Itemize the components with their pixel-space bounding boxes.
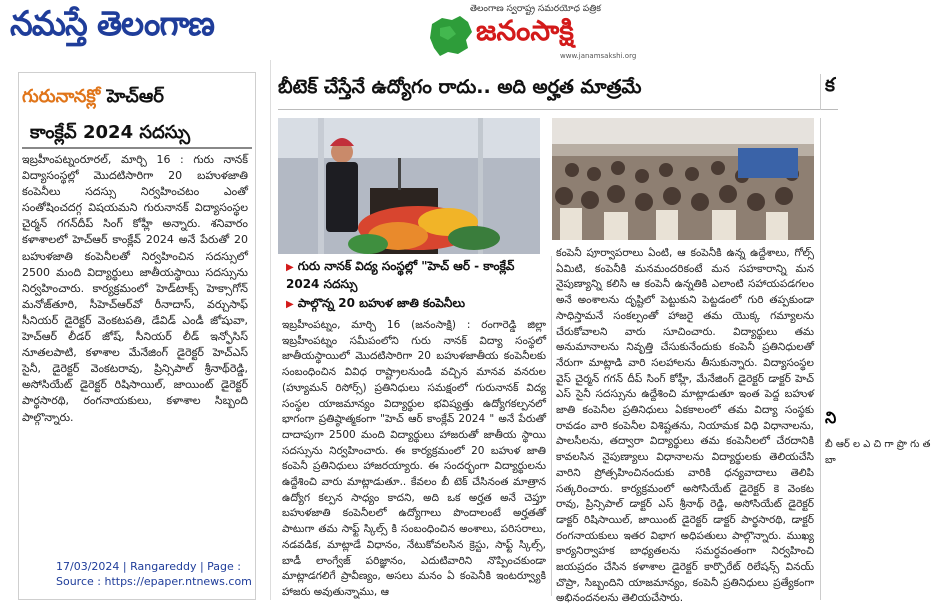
subheading-2-text: పాల్గొన్న 20 బహుళ జాతి కంపెనీలు	[297, 296, 466, 310]
bullet-arrow-icon: ▶	[286, 262, 294, 273]
janamsakshi-website: www.janamsakshi.org	[560, 52, 637, 60]
bullet-arrow-icon: ▶	[286, 299, 294, 310]
adjacent-article-text: బీ ఆర్ ల ఎ చి గా ప్రొ గు త బా	[825, 439, 931, 466]
right-headline: బీటెక్ చేస్తేనే ఉద్యోగం రాదు.. అది అర్హత మాత్రమే	[278, 70, 838, 110]
next-article-headline-fragment: క	[820, 74, 848, 110]
janamsakshi-tagline: తెలంగాణ స్వరాష్ట్ర సమరయోధ పత్రిక	[470, 4, 601, 14]
subheading-1	[286, 258, 550, 293]
photo-audience-hall	[552, 118, 814, 240]
photo-speaker-at-podium	[278, 118, 540, 254]
right-article-column-1: ఇబ్రహీంపట్నం, మార్చి 16 (జనంసాక్షి) : రంగారెడ్డి జిల్లా ఇబ్రహీంపట్నం సమీపంలోని గురు నానక్ విద్యా సంస్థలో జాతీయస్థాయిలో మొదటిసారిగా 20 బహుళజాతీయ కంపెనీలకు సంబంధించిన వివిధ రాష్ట్రాలనుండి వచ్చిన మానవ వనరుల (హ్యూమన్ రిసోర్స్) ప్రతినిధులు సమక్షంలో గురునానక్ విద్య సంస్థల యాజమాన్యం విద్యార్థుల భవిష్యత్తు ఉద్యోగకల్పనలో భాగంగా ప్రతిష్ఠాత్మకంగా "హెచ్ ఆర్ కాంక్లేవ్ 2024 " అనే పేరుతో దాదాపుగా 2500 మంది విద్యార్థులు హాజరుతో జాతీయ స్థాయి సదస్సును నిర్వహించారు. ఈ కార్యక్రమంలో 20 బహుళ జాతి కంపెనీ ప్రతినిధులు హాజరయ్యారు. ఈ సందర్భంగా విద్యార్థులను ఉద్దేశించి వారు మాట్లాడుతూ.. కేవలం బీ టెక్ చేసినంత మాత్రాన ఉద్యోగ కల్పన సాధ్యం కాదని, అది ఒక అర్హత అనే చెప్తూ బహుళజాతి కంపెనీలలో ఉద్యోగాలు పొందాలంటే అర్హతతో పాటుగా తమ సాఫ్ట్ స్కిల్స్ కి సంబంధించిన అంశాలు, పరిసరాలు, నడవడిక, మాట్లాడే విధానం, నేటుకోవలసిన క్రెస్టు, సాఫ్ట్ స్కిల్స్, బాడీ లాంగ్వేజ్ పరిజ్ఞానం, ఎదుటివారిని నొప్పించకుండా మాట్లాడగలిగే ప్రావీణ్యం, అసలు మనం ఏ కంపెనీకి ఇంటర్వ్యూకి హాజరు అవుతున్నాము, ఆ	[282, 319, 546, 598]
janamsakshi-logo: జనంసాక్షి	[476, 14, 574, 47]
masthead-namaste-telangana: నమస్తే తెలంగాణ	[10, 4, 215, 44]
subheading-1-text: గురు నానక్ విద్య సంస్థల్లో "హెచ్ ఆర్ - కాంక్లేవ్ 2024 సదస్సు	[286, 259, 515, 291]
left-headline-line2: కాంక్లేవ్ 2024 సదస్సు	[30, 122, 191, 143]
adjacent-article-heading: ని	[825, 408, 837, 427]
telangana-map-icon	[426, 14, 476, 58]
left-article-body: ఇబ్రహీంపట్నంరూరల్, మార్చి 16 : గురు నానక్ విద్యాసంస్థల్లో మొదటిసారిగా 20 బహుళజాతి కంపెనీలు సదస్సు నిర్వహించటం ఎంతో సంతోషించదగ్గ విషయమని గురునానక్ విద్యాసంస్థల చైర్మన్ గగన్‌దీప్ సింగ్ కోహ్లీ అన్నారు. శనివారం కళాశాలలో హెచ్ఆర్ కాంక్లేవ్ 2024 అనే పేరుతో 20 బహుళజాతి కంపెనీలతో నిర్వహించిన సదస్సులో 2500 మంది విద్యార్థులు జాతీయస్థాయి సదస్సును నిర్వహించారు. కార్యక్రమంలో హెడ్‌టాక్స్ హెక్సాగోన్ మనోజ్‌తూరి, సీహెచ్ఆర్‌వో రీనాదాస్, వర్చుసాఫ్ సీనియర్ డైరెక్టర్ వెంకటపతి, డేవిడ్ ఎండీ జోషువా, హెచ్ఆర్ లీడర్ జోష్, సీనియర్ లీడ్ ఇన్ఫోసిస్ నూతలపాటి, కళాశాల మేనేజింగ్ డైరెక్టర్ హెచ్ఎస్ సైనీ, డైరెక్టర్ వెంకటరావు, ప్రిన్సిపాల్ శ్రీనాథ్‌రెడ్డి, అసోసియేట్ డైరెక్టర్ రిషిసాయిల్, జాయింట్ డైరెక్టర్ పార్థసారథి, రంగనాయకులు, కళాశాల సిబ్బంది పాల్గొన్నారు.	[22, 153, 248, 424]
left-headline-line1	[22, 86, 252, 111]
adjacent-article-fragment	[820, 118, 931, 600]
left-source-line: Source : https://epaper.ntnews.com	[56, 575, 252, 588]
left-headline-rule	[22, 147, 252, 149]
left-date-line: 17/03/2024 | Rangareddy | Page :	[56, 560, 241, 573]
right-article-column-2: కంపెనీ పూర్వాపరాలు ఏంటి, ఆ కంపెనీకి ఉన్న ఉద్దేశాలు, గోల్స్ ఏమిటి, కంపెనీకి మనమందరికంటే మన సహకారాన్ని మన నైపుణ్యాన్ని కలిసి ఆ కంపెనీ ఉన్నతికి ఎలాంటి సహాయపడగలం అనే అంశాలను దృష్టిలో పెట్టుకుని పెట్టడంలో గురి తప్పకుండా సాధిస్తామనే సంకల్పంతో హాజరై తమ యొక్క గమ్యాలను చేరుకోవాలని వారు సూచించారు. విద్యార్థులు తమ అనుమానాలను నివృత్తి చేసుకునేందుకు కంపెనీ ప్రతినిధులతో నేరుగా మాట్లాడి వారి సలహాలను తీసుకున్నారు. విద్యాసంస్థల వైస్ చైర్మన్ గగన్ దీప్ సింగ్ కోహ్లీ, మేనేజింగ్ డైరెక్టర్ డాక్టర్ హెచ్ ఎస్ సైనీ సదస్సును ఉద్దేశించి మాట్లాడుతూ ఇంత పెద్ద బహుళ జాతి కంపెనీల ప్రతినిధులు ఏకకాలంలో తమ విద్యా సంస్థకు రావడం వారి కంపెనీల విశిష్టతను, నియామక విధి విధానాలను, పాలసీలను, తద్వారా విద్యార్థులు తమ కంపెనీలలో చేరదానికి కావలసిన నైపుణ్యాలు విధానాలను విద్యార్థులకు తెలియచేసి వారిని ప్రోత్సహించినందుకు వారికి ధన్యవాదాలు తెలిపి సత్కరించారు. కార్యక్రమంలో అసోసియేట్ డైరెక్టర్ కె వెంకట రావు, ప్రిన్సిపాల్ డాక్టర్ ఎస్ శ్రీనాథ్ రెడ్డి, అసోసియేట్ డైరెక్టర్ డాక్టర్ రిషిసాయిల్, జాయింట్ డైరెక్టర్ డాక్టర్ పార్థసారథి, డాక్టర్ రంగనాయకులు ఇతర విభాగ అధిపతులు పాల్గొన్నారు. ముఖ్య కార్యనిర్వాహక బాధ్యతలను సమర్ధవంతంగా నిర్వహించి జయప్రదం చేసిన కళాశాల డైరెక్టర్ కార్పొరేట్ రిలేషన్స్ వినయ్ చొప్రా, సిబ్బందిని యాజమాన్యం, కంపెనీ ప్రతినిధులు ప్రత్యేకంగా అభినందనలను తెలియచేసారు.	[556, 247, 814, 605]
subheading-2	[286, 296, 550, 313]
left-headline-rest: లో హెచ్ఆర్	[100, 86, 164, 107]
column-divider	[551, 256, 552, 596]
left-headline-highlight: గురునానక్	[22, 86, 101, 107]
